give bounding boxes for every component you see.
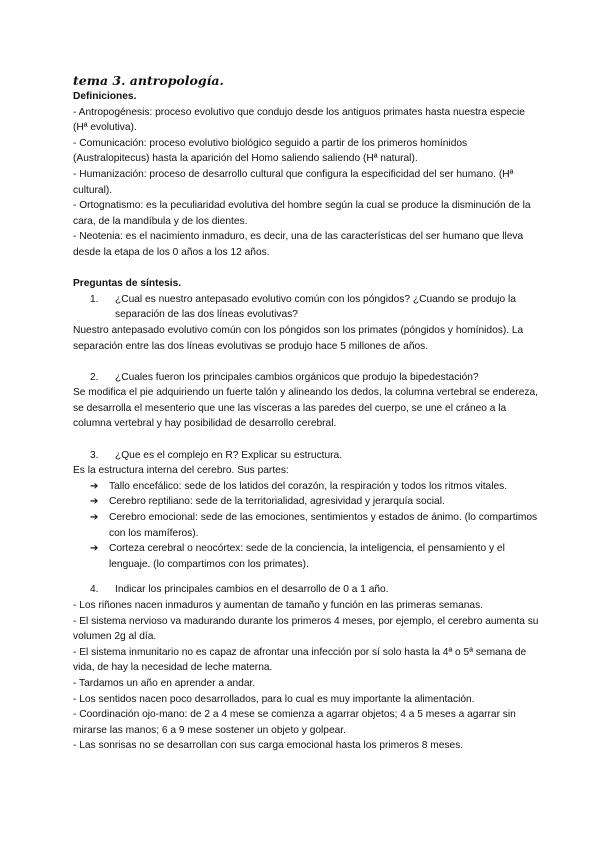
brain-part-item bbox=[73, 510, 540, 541]
arrow-bullet-icon: ➔ bbox=[90, 543, 99, 555]
answer-4-item: - Las sonrisas no se desarrollan con sus carga emocional hasta los primeros 8 meses. bbox=[73, 740, 464, 752]
answer-4-item: - Los sentidos nacen poco desarrollados, para lo cual es muy importante la alimentación. bbox=[73, 693, 475, 705]
document-title: tema 3. antropología. bbox=[73, 73, 224, 88]
section-gap bbox=[73, 432, 540, 448]
answer-4-item: - Tardamos un año en aprender a andar. bbox=[73, 677, 256, 689]
definition-item: - Comunicación: proceso evolutivo biológico seguido a partir de los primeros homínidos (Australopitecus) hasta la aparición del Homo saliendo saliendo (Hª natural). bbox=[73, 137, 468, 165]
question-2 bbox=[73, 370, 540, 386]
section-gap bbox=[73, 354, 540, 370]
arrow-bullet-icon: ➔ bbox=[90, 496, 99, 508]
definition-item: - Ortognatismo: es la peculiaridad evolutiva del hombre según la cual se produce la disminución de la cara, de la mandíbula y de los dientes. bbox=[73, 200, 531, 227]
brain-part-item bbox=[73, 541, 540, 572]
synthesis-heading: Preguntas de síntesis. bbox=[73, 278, 182, 290]
question-4 bbox=[73, 582, 540, 598]
question-number: 3. bbox=[90, 449, 99, 461]
question-text: ¿Cual es nuestro antepasado evolutivo común con los póngidos? ¿Cuando se produjo la separación de las dos líneas evolutivas? bbox=[115, 293, 516, 321]
section-gap bbox=[73, 261, 540, 277]
question-text: ¿Que es el complejo en R? Explicar su estructura. bbox=[115, 449, 343, 461]
question-1 bbox=[73, 292, 540, 323]
definition-item: - Antropogénesis: proceso evolutivo que condujo desde los antiguos primates hasta nuestra especie (Hª evolutiva). bbox=[73, 106, 525, 134]
brain-part-text: Corteza cerebral o neocórtex: sede de la conciencia, la inteligencia, el pensamiento y el lenguaje. (lo compartimos con los primates). bbox=[109, 543, 505, 570]
definition-item: - Humanización: proceso de desarrollo cultural que configura la especificidad del ser humano. (Hª cultural). bbox=[73, 168, 514, 196]
question-number: 2. bbox=[90, 371, 99, 383]
question-text: ¿Cuales fueron los principales cambios orgánicos que produjo la bipedestación? bbox=[115, 371, 479, 383]
answer-3: Es la estructura interna del cerebro. Sus partes: bbox=[73, 465, 289, 477]
definitions-heading: Definiciones. bbox=[73, 91, 137, 102]
brain-part-text: Cerebro emocional: sede de las emociones, sentimientos y estados de ánimo. (lo compartimos con los mamíferos). bbox=[109, 512, 538, 539]
brain-part-item bbox=[73, 494, 540, 510]
question-3 bbox=[73, 448, 540, 464]
brain-part-text: Cerebro reptiliano: sede de la territorialidad, agresividad y jerarquía social. bbox=[109, 496, 445, 508]
question-number: 4. bbox=[90, 584, 99, 596]
question-text: Indicar los principales cambios en el desarrollo de 0 a 1 año. bbox=[115, 584, 389, 596]
answer-2: Se modifica el pie adquiriendo un fuerte talón y alineando los dedos, la columna vertebral se endereza, se desarrolla el mesenterio que une las vísceras a las paredes del cuerpo, se une el cráneo a la columna vertebral y hay posibilidad de desarrollo cerebral. bbox=[73, 387, 538, 430]
section-gap bbox=[73, 572, 540, 582]
answer-4-item: - Coordinación ojo-mano: de 2 a 4 mese se comienza a agarrar objetos; 4 a 5 meses a agarrar sin mirarse las manos; 6 a 9 mese sostener un objeto y golpear. bbox=[73, 709, 516, 736]
answer-1: Nuestro antepasado evolutivo común con los póngidos son los primates (póngidos y homínidos). La separación entre las dos líneas evolutivas se produjo hace 5 millones de años. bbox=[73, 324, 524, 352]
question-number: 1. bbox=[90, 293, 99, 305]
answer-4-item: - El sistema nervioso va madurando durante los primeros 4 meses, por ejemplo, el cerebro aumenta su volumen 2g al día. bbox=[73, 615, 539, 643]
brain-part-item bbox=[73, 479, 540, 495]
arrow-bullet-icon: ➔ bbox=[90, 480, 99, 492]
definition-item: - Neotenia: es el nacimiento inmaduro, es decir, una de las características del ser humano que lleva desde la etapa de los 0 años a los 12 años. bbox=[73, 231, 524, 258]
arrow-bullet-icon: ➔ bbox=[90, 512, 99, 524]
answer-4-item: - El sistema inmunitario no es capaz de afrontar una infección por sí solo hasta la 4ª o 5ª semana de vida, de hay la necesidad de leche materna. bbox=[73, 646, 527, 674]
answer-4-item: - Los riñones nacen inmaduros y aumentan de tamaño y función en las primeras semanas. bbox=[73, 600, 483, 611]
brain-part-text: Tallo encefálico: sede de los latidos del corazón, la respiración y todos los ritmos vitales. bbox=[109, 480, 508, 492]
